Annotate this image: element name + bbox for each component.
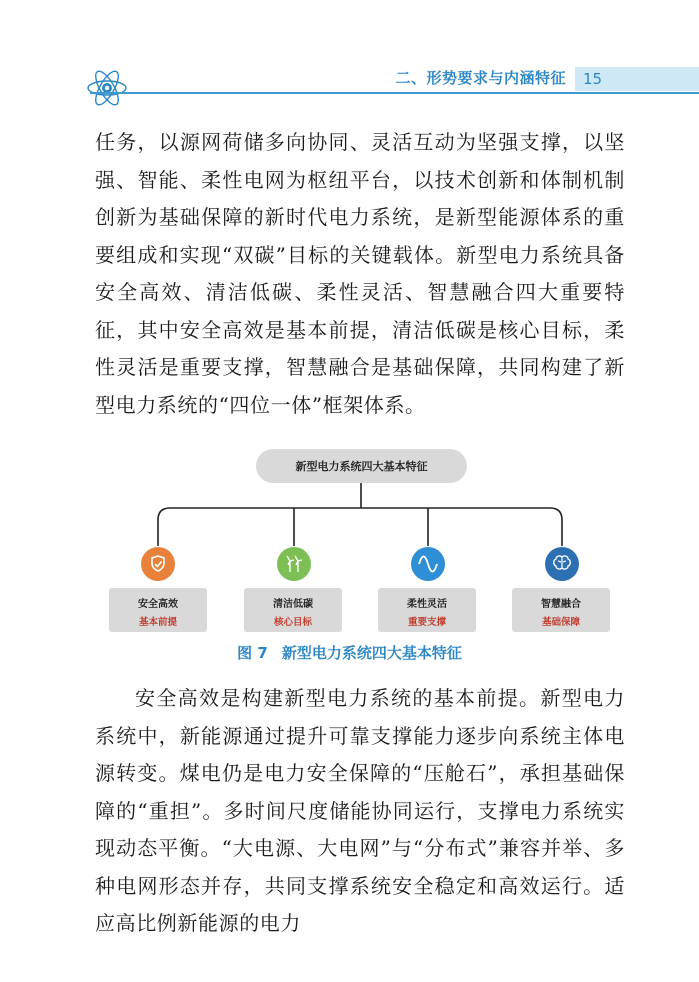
body-paragraph: 任务，以源网荷储多向协同、灵活互动为坚强支撑，以坚强、智能、柔性电网为枢纽平台，以技术创新和体制机制创新为基础保障的新时代电力系统，是新型能源体系的重要组成和实现“双碳”目标的关键载体。新型电力系统具备安全高效、清洁低碳、柔性灵活、智慧融合四大重要特征，其中安全高效是基本前提，清洁低碳是核心目标，柔性灵活是重要支撑，智慧融合是基础保障，共同构建了新型电力系统的“四位一体”框架体系。: [95, 130, 625, 417]
feature-name: 智慧融合: [541, 599, 581, 610]
page-number-box: [575, 67, 699, 91]
body-paragraph: 安全高效是构建新型电力系统的基本前提。新型电力系统中，新能源通过提升可靠支撑能力逐步向系统主体电源转变。煤电仍是电力安全保障的“压舱石”，承担基础保障的“重担”。多时间尺度储能协同运行，支撑电力系统实现动态平衡。“大电源、大电网”与“分布式”兼容并举、多种电网形态并存，共同支撑系统安全稳定和高效运行。适应高比例新能源的电力: [95, 686, 625, 935]
feature-card: [244, 588, 342, 632]
wind-turbine-icon: [277, 547, 311, 581]
feature-name: 安全高效: [138, 599, 178, 610]
caption-number: 图 7: [237, 644, 268, 662]
sine-wave-icon: [411, 547, 445, 581]
caption-text: 新型电力系统四大基本特征: [281, 644, 462, 662]
feature-card: [512, 588, 610, 632]
header-rule: [90, 92, 699, 94]
feature-role: 基本前提: [138, 617, 177, 628]
feature-role: 重要支撑: [407, 617, 446, 628]
feature-role: 基础保障: [541, 617, 580, 628]
shield-hand-icon: [141, 547, 175, 581]
diagram-root-node: 新型电力系统四大基本特征: [256, 449, 467, 483]
atom-logo-icon: [85, 66, 129, 110]
figure-caption: [0, 642, 699, 663]
feature-name: 柔性灵活: [407, 599, 447, 610]
section-title: 二、形势要求与内涵特征: [395, 69, 566, 87]
feature-role: 核心目标: [273, 617, 312, 628]
feature-name: 清洁低碳: [273, 599, 313, 610]
feature-card: [109, 588, 207, 632]
feature-card: [378, 588, 476, 632]
brain-icon: [545, 547, 579, 581]
page-number: 15: [583, 70, 603, 88]
